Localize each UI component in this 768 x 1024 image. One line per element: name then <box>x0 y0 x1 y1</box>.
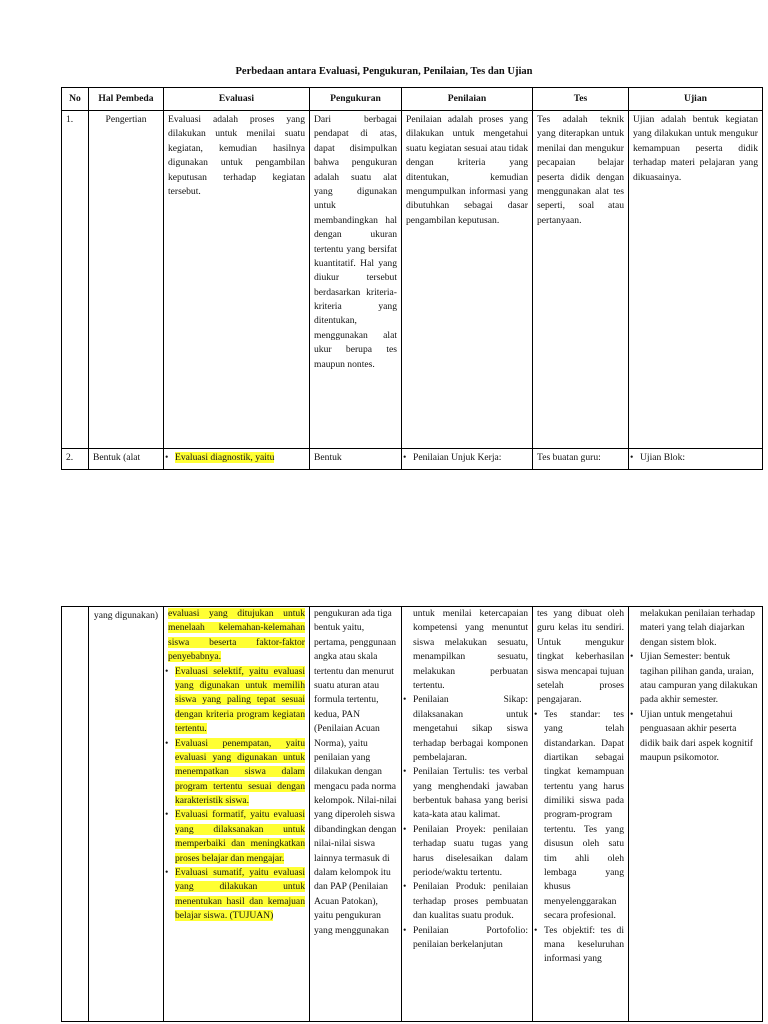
list-item: • Penilaian Tertulis: tes verbal yang menghendaki jawaban berbentuk bahasa yang berisi kata-kata atau kalimat. <box>406 765 528 823</box>
cell-pengukuran: Bentuk <box>310 449 402 470</box>
cell-no: 1. <box>62 111 89 449</box>
table-row <box>62 449 763 470</box>
header-tes: Tes <box>533 88 629 111</box>
comparison-table-continued <box>61 606 763 1022</box>
cell-ujian: Ujian adalah bentuk kegiatan yang dilakukan untuk mengukur kemampuan peserta didik terhadap materi pelajaran yang dikuasainya. <box>629 111 763 449</box>
table-row <box>62 111 763 449</box>
cell-no <box>62 607 89 1022</box>
header-row <box>62 88 763 111</box>
list-item: melakukan penilaian terhadap materi yang telah diajarkan dengan sistem blok. <box>640 608 756 648</box>
list-item: • Penilaian Proyek: penilaian terhadap suatu tugas yang harus diselesaikan dalam periode/waktu tertentu. <box>406 823 528 881</box>
highlighted-text: evaluasi yang ditujukan untuk menelaah kelemahan-kelemahan siswa beserta faktor-faktor penyebabnya. <box>168 608 305 663</box>
header-hal-pembeda: Hal Pembeda <box>89 88 164 111</box>
header-evaluasi: Evaluasi <box>164 88 310 111</box>
cell-penilaian: Penilaian adalah proses yang dilakukan untuk mengetahui suatu kegiatan sesuai atau tidak dengan kriteria yang ditentukan, kemudian mengumpulkan informasi yang dibutuhkan sebagai dasar pengambilan keputusan. <box>402 111 533 449</box>
list-item: • Ujian untuk mengetahui penguasaan akhir peserta didik baik dari aspek kognitif maupun psikomotor. <box>633 708 758 766</box>
list-item: • Tes standar: tes yang telah distandarkan. Dapat diartikan sebagai tingkat kemampuan tertentu yang harus dimiliki siswa pada program-program tertentu. Tes yang disusun oleh satu tim ahli oleh lembaga yang khusus menyelenggarakan secara profesional. <box>537 708 624 924</box>
header-ujian: Ujian <box>629 88 763 111</box>
list-item: • Ujian Blok: <box>633 451 758 465</box>
cell-no: 2. <box>62 449 89 470</box>
list-item: • Ujian Semester: bentuk tagihan pilihan ganda, uraian, atau campuran yang dilakukan pada akhir semester. <box>633 650 758 708</box>
cell-tes: Tes buatan guru: <box>533 449 629 470</box>
list-item: • Penilaian Portofolio: penilaian berkelanjutan <box>406 924 528 953</box>
list-item: • Tes objektif: tes di mana keseluruhan informasi yang <box>537 924 624 967</box>
highlighted-text: Evaluasi diagnostik, yaitu <box>175 452 275 463</box>
list-item: • Penilaian Produk: penilaian terhadap proses pembuatan dan kualitas suatu produk. <box>406 880 528 923</box>
cell-hal: Pengertian <box>89 111 164 449</box>
cell-penilaian <box>402 607 533 1022</box>
comparison-table-top <box>61 87 763 470</box>
cell-hal: Bentuk (alat <box>89 449 164 470</box>
cell-penilaian <box>402 449 533 470</box>
cell-evaluasi: Evaluasi adalah proses yang dilakukan untuk menilai suatu kegiatan, kemudian hasilnya digunakan untuk pengambilan keputusan terhadap kegiatan tersebut. <box>164 111 310 449</box>
highlighted-text: Evaluasi penempatan, yaitu evaluasi yang digunakan untuk menempatkan siswa dalam program tertentu sesuai dengan karakteristik siswa. <box>175 737 305 807</box>
cell-evaluasi <box>164 607 310 1022</box>
cell-pengukuran: pengukuran ada tiga bentuk yaitu, pertama, penggunaan angka atau skala tertentu dan menurut suatu aturan atau formula tertentu, kedua, PAN (Penilaian Acuan Norma), yaitu penilaian yang dilakukan dengan mengacu pada norma kelompok. Nilai-nilai yang diperoleh siswa dibandingkan dengan nilai-nilai siswa lainnya termasuk di dalam kelompok itu dan PAP (Penilaian Acuan Patokan), yaitu pengukuran yang menggunakan <box>310 607 402 1022</box>
cell-evaluasi <box>164 449 310 470</box>
page-title: Perbedaan antara Evaluasi, Pengukuran, Penilaian, Tes dan Ujian <box>235 66 533 77</box>
list-item: • Penilaian Unjuk Kerja: <box>406 451 528 465</box>
cell-tes <box>533 607 629 1022</box>
header-no: No <box>62 88 89 111</box>
header-pengukuran: Pengukuran <box>310 88 402 111</box>
cell-tes: Tes adalah teknik yang diterapkan untuk menilai dan mengukur pecapaian belajar peserta didik dengan menggunakan alat tes seperti, soal atau pertanyaan. <box>533 111 629 449</box>
list-item: tes yang dibuat oleh guru kelas itu sendiri. Untuk mengukur tingkat keberhasilan siswa mencapai tujuan setelah proses pengajaran. <box>537 608 624 706</box>
list-item: untuk menilai ketercapaian kompetensi yang menuntut siswa melakukan sesuatu, menampilkan sesuatu, melakukan perbuatan tertentu. <box>413 608 528 691</box>
highlighted-text: Evaluasi selektif, yaitu evaluasi yang digunakan untuk memilih siswa yang paling tepat sesuai dengan kriteria program kegiatan tertentu. <box>175 665 305 735</box>
cell-hal: yang digunakan) <box>89 607 164 1022</box>
cell-ujian <box>629 607 763 1022</box>
table-row <box>62 607 763 1022</box>
cell-pengukuran: Dari berbagai pendapat di atas, dapat disimpulkan bahwa pengukuran adalah suatu alat yang digunakan untuk membandingkan hal dengan ukuran tertentu yang bersifat kuantitatif. Hal yang diukur tersebut berdasarkan kriteria-kriteria yang ditentukan, menggunakan alat ukur berupa tes maupun nontes. <box>310 111 402 449</box>
list-item: • Penilaian Sikap: dilaksanakan untuk mengetahui sikap siswa terhadap berbagai komponen pembelajaran. <box>406 693 528 765</box>
highlighted-text: Evaluasi sumatif, yaitu evaluasi yang dilakukan untuk menentukan hasil dan kemajuan belajar siswa. (TUJUAN) <box>175 867 305 922</box>
highlighted-text: Evaluasi formatif, yaitu evaluasi yang dilaksanakan untuk memperbaiki dan meningkatkan proses belajar dan mengajar. <box>175 809 305 864</box>
header-penilaian: Penilaian <box>402 88 533 111</box>
cell-ujian <box>629 449 763 470</box>
